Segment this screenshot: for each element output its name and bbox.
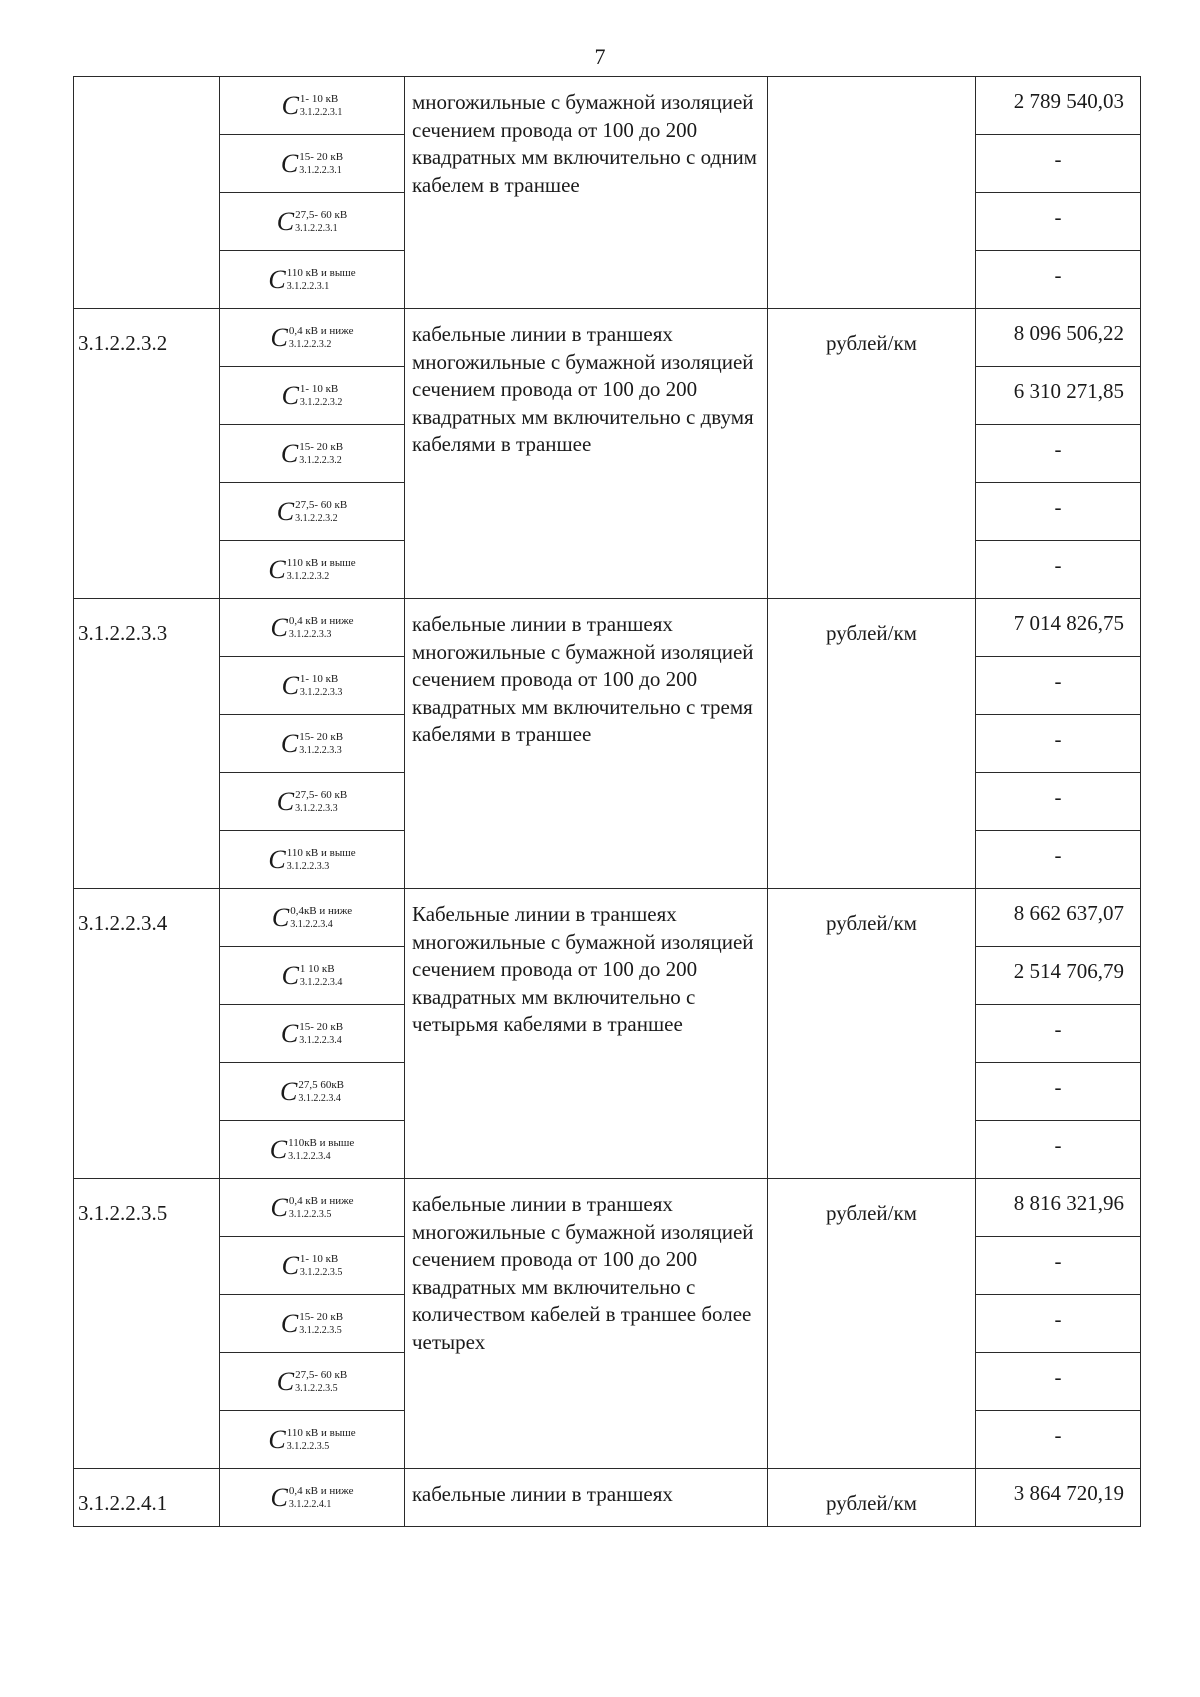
symbol-subscript: 3.1.2.2.3.3 [299, 745, 342, 756]
rate-value: 6 310 271,85 [976, 367, 1141, 425]
symbol-subscript: 3.1.2.2.3.2 [286, 571, 330, 582]
voltage-class: 110 кВ и выше [286, 557, 356, 569]
rate-symbol [220, 1237, 405, 1295]
symbol-indices [287, 847, 356, 873]
voltage-class: 1- 10 кВ [299, 673, 339, 685]
symbol-letter: C [280, 439, 299, 468]
voltage-class: 1- 10 кВ [299, 93, 339, 105]
rate-value: - [976, 135, 1141, 193]
voltage-class: 110 кВ и выше [286, 1427, 356, 1439]
symbol-subscript: 3.1.2.2.3.1 [299, 107, 343, 118]
voltage-class: 27,5- 60 кВ [295, 499, 348, 511]
symbol-letter: C [268, 845, 286, 874]
symbol-letter: C [276, 207, 295, 236]
voltage-class: 1 10 кВ [299, 963, 335, 975]
table-row [74, 77, 1141, 135]
symbol-letter: C [271, 903, 290, 932]
voltage-class: 110кВ и выше [288, 1137, 355, 1149]
voltage-class: 15- 20 кВ [299, 151, 344, 163]
rate-symbol [220, 1179, 405, 1237]
item-description: кабельные линии в траншеях многожильные с бумажной изоляцией сечением провода от 100 до 200 квадратных мм включительно с тремя кабелями в траншее [405, 599, 768, 889]
rate-value: - [976, 1353, 1141, 1411]
symbol-indices [300, 1253, 343, 1279]
rate-value: - [976, 1411, 1141, 1469]
rate-symbol [220, 889, 405, 947]
symbol-letter: C [281, 671, 299, 700]
symbol-indices [299, 441, 343, 467]
symbol-subscript: 3.1.2.2.3.1 [295, 223, 338, 234]
voltage-class: 1- 10 кВ [299, 1253, 339, 1265]
symbol-indices [287, 267, 356, 293]
item-code: 3.1.2.2.3.2 [74, 309, 220, 599]
rate-symbol [220, 541, 405, 599]
voltage-class: 27,5- 60 кВ [295, 1369, 348, 1381]
symbol-letter: C [269, 1135, 288, 1164]
rate-value: - [976, 773, 1141, 831]
rate-value: - [976, 425, 1141, 483]
symbol-subscript: 3.1.2.2.3.3 [295, 803, 338, 814]
table-row [74, 599, 1141, 657]
symbol-letter: C [276, 497, 295, 526]
symbol-indices [300, 93, 343, 119]
symbol-letter: C [280, 729, 299, 758]
rates-table-body [74, 77, 1141, 1527]
rate-value: - [976, 1005, 1141, 1063]
symbol-subscript: 3.1.2.2.3.2 [299, 455, 342, 466]
item-unit [768, 77, 976, 309]
rate-value: - [976, 193, 1141, 251]
rate-symbol [220, 309, 405, 367]
symbol-subscript: 3.1.2.2.3.4 [290, 919, 333, 930]
rate-symbol [220, 831, 405, 889]
symbol-subscript: 3.1.2.2.4.1 [288, 1499, 332, 1510]
rate-value: - [976, 251, 1141, 309]
rate-symbol [220, 1063, 405, 1121]
symbol-letter: C [270, 323, 288, 352]
rate-symbol [220, 251, 405, 309]
voltage-class: 15- 20 кВ [299, 441, 344, 453]
voltage-class: 0,4 кВ и ниже [288, 615, 354, 627]
rate-value: - [976, 541, 1141, 599]
item-code: 3.1.2.2.3.4 [74, 889, 220, 1179]
voltage-class: 27,5 60кВ [298, 1079, 345, 1091]
voltage-class: 27,5- 60 кВ [295, 209, 348, 221]
rate-value: - [976, 483, 1141, 541]
voltage-class: 27,5- 60 кВ [295, 789, 348, 801]
symbol-subscript: 3.1.2.2.3.5 [295, 1383, 338, 1394]
symbol-letter: C [280, 1019, 299, 1048]
symbol-letter: C [268, 265, 286, 294]
rate-symbol [220, 367, 405, 425]
table-row [74, 1469, 1141, 1527]
symbol-indices [300, 383, 343, 409]
item-description: многожильные с бумажной изоляцией сечением провода от 100 до 200 квадратных мм включительно с одним кабелем в траншее [405, 77, 768, 309]
rate-value: - [976, 1237, 1141, 1295]
item-unit: рублей/км [768, 1469, 976, 1527]
rate-value: 7 014 826,75 [976, 599, 1141, 657]
symbol-subscript: 3.1.2.2.3.4 [288, 1151, 331, 1162]
rate-symbol [220, 483, 405, 541]
symbol-indices [295, 789, 347, 815]
rate-symbol [220, 599, 405, 657]
table-row [74, 889, 1141, 947]
symbol-subscript: 3.1.2.2.3.4 [299, 977, 343, 988]
symbol-letter: C [279, 1077, 298, 1106]
symbol-indices [288, 1137, 354, 1163]
rate-value: - [976, 831, 1141, 889]
symbol-letter: C [280, 1309, 299, 1338]
symbol-subscript: 3.1.2.2.3.1 [299, 165, 342, 176]
rate-symbol [220, 1005, 405, 1063]
item-code: 3.1.2.2.3.5 [74, 1179, 220, 1469]
table-row [74, 309, 1141, 367]
rate-value: - [976, 657, 1141, 715]
symbol-letter: C [281, 961, 299, 990]
voltage-class: 15- 20 кВ [299, 1021, 344, 1033]
symbol-subscript: 3.1.2.2.3.4 [298, 1093, 341, 1104]
rate-symbol [220, 77, 405, 135]
rate-symbol [220, 1353, 405, 1411]
item-unit: рублей/км [768, 309, 976, 599]
voltage-class: 15- 20 кВ [299, 1311, 344, 1323]
symbol-subscript: 3.1.2.2.3.1 [286, 281, 330, 292]
symbol-indices [287, 557, 356, 583]
voltage-class: 0,4 кВ и ниже [288, 1485, 354, 1497]
symbol-indices [290, 905, 352, 931]
rate-value: 2 789 540,03 [976, 77, 1141, 135]
symbol-indices [295, 499, 347, 525]
item-unit: рублей/км [768, 889, 976, 1179]
rate-symbol [220, 773, 405, 831]
table-row [74, 1179, 1141, 1237]
item-unit: рублей/км [768, 1179, 976, 1469]
item-code [74, 77, 220, 309]
item-description: кабельные линии в траншеях [405, 1469, 768, 1527]
rate-value: - [976, 1295, 1141, 1353]
symbol-letter: C [280, 149, 299, 178]
symbol-subscript: 3.1.2.2.3.5 [299, 1325, 342, 1336]
symbol-subscript: 3.1.2.2.3.5 [299, 1267, 343, 1278]
item-code: 3.1.2.2.4.1 [74, 1469, 220, 1527]
symbol-subscript: 3.1.2.2.3.3 [288, 629, 332, 640]
page-number: 7 [594, 44, 606, 69]
voltage-class: 1- 10 кВ [299, 383, 339, 395]
symbol-letter: C [270, 1193, 288, 1222]
item-description: Кабельные линии в траншеях многожильные с бумажной изоляцией сечением провода от 100 до 200 квадратных мм включительно с четырьмя кабелями в траншее [405, 889, 768, 1179]
item-description: кабельные линии в траншеях многожильные с бумажной изоляцией сечением провода от 100 до 200 квадратных мм включительно с двумя кабелями в траншее [405, 309, 768, 599]
symbol-indices [299, 731, 343, 757]
symbol-letter: C [270, 613, 288, 642]
symbol-indices [299, 151, 343, 177]
item-description: кабельные линии в траншеях многожильные с бумажной изоляцией сечением провода от 100 до 200 квадратных мм включительно с количеством кабелей в траншее более четырех [405, 1179, 768, 1469]
voltage-class: 0,4 кВ и ниже [288, 1195, 354, 1207]
symbol-subscript: 3.1.2.2.3.4 [299, 1035, 342, 1046]
item-unit: рублей/км [768, 599, 976, 889]
rate-symbol [220, 657, 405, 715]
rate-value: 8 662 637,07 [976, 889, 1141, 947]
symbol-subscript: 3.1.2.2.3.5 [288, 1209, 332, 1220]
symbol-letter: C [276, 1367, 295, 1396]
symbol-letter: C [276, 787, 295, 816]
rate-value: 2 514 706,79 [976, 947, 1141, 1005]
rate-value: - [976, 1063, 1141, 1121]
symbol-letter: C [268, 1425, 286, 1454]
symbol-indices [289, 1485, 354, 1511]
symbol-letter: C [270, 1483, 288, 1512]
rate-symbol [220, 425, 405, 483]
symbol-subscript: 3.1.2.2.3.2 [299, 397, 343, 408]
symbol-indices [295, 209, 347, 235]
symbol-indices [287, 1427, 356, 1453]
symbol-subscript: 3.1.2.2.3.2 [288, 339, 332, 350]
symbol-indices [300, 963, 343, 989]
rate-symbol [220, 1295, 405, 1353]
rate-symbol [220, 947, 405, 1005]
symbol-letter: C [281, 381, 299, 410]
rate-symbol [220, 135, 405, 193]
symbol-letter: C [268, 555, 286, 584]
symbol-indices [300, 673, 343, 699]
rate-value: 3 864 720,19 [976, 1469, 1141, 1527]
symbol-subscript: 3.1.2.2.3.2 [295, 513, 338, 524]
rate-value: - [976, 715, 1141, 773]
rates-table [73, 76, 1141, 1527]
rate-symbol [220, 1411, 405, 1469]
symbol-subscript: 3.1.2.2.3.3 [299, 687, 343, 698]
symbol-subscript: 3.1.2.2.3.5 [286, 1441, 330, 1452]
symbol-letter: C [281, 1251, 299, 1280]
symbol-indices [295, 1369, 347, 1395]
rate-symbol [220, 1469, 405, 1527]
symbol-indices [298, 1079, 344, 1105]
item-code: 3.1.2.2.3.3 [74, 599, 220, 889]
symbol-indices [299, 1021, 343, 1047]
symbol-indices [289, 1195, 354, 1221]
symbol-indices [289, 325, 354, 351]
rate-symbol [220, 193, 405, 251]
symbol-indices [289, 615, 354, 641]
voltage-class: 110 кВ и выше [286, 847, 356, 859]
symbol-letter: C [281, 91, 299, 120]
rate-value: 8 816 321,96 [976, 1179, 1141, 1237]
voltage-class: 0,4 кВ и ниже [288, 325, 354, 337]
rate-symbol [220, 1121, 405, 1179]
rate-value: - [976, 1121, 1141, 1179]
voltage-class: 0,4кВ и ниже [290, 905, 353, 917]
rate-symbol [220, 715, 405, 773]
symbol-indices [299, 1311, 343, 1337]
symbol-subscript: 3.1.2.2.3.3 [286, 861, 330, 872]
rate-value: 8 096 506,22 [976, 309, 1141, 367]
voltage-class: 110 кВ и выше [286, 267, 356, 279]
voltage-class: 15- 20 кВ [299, 731, 344, 743]
